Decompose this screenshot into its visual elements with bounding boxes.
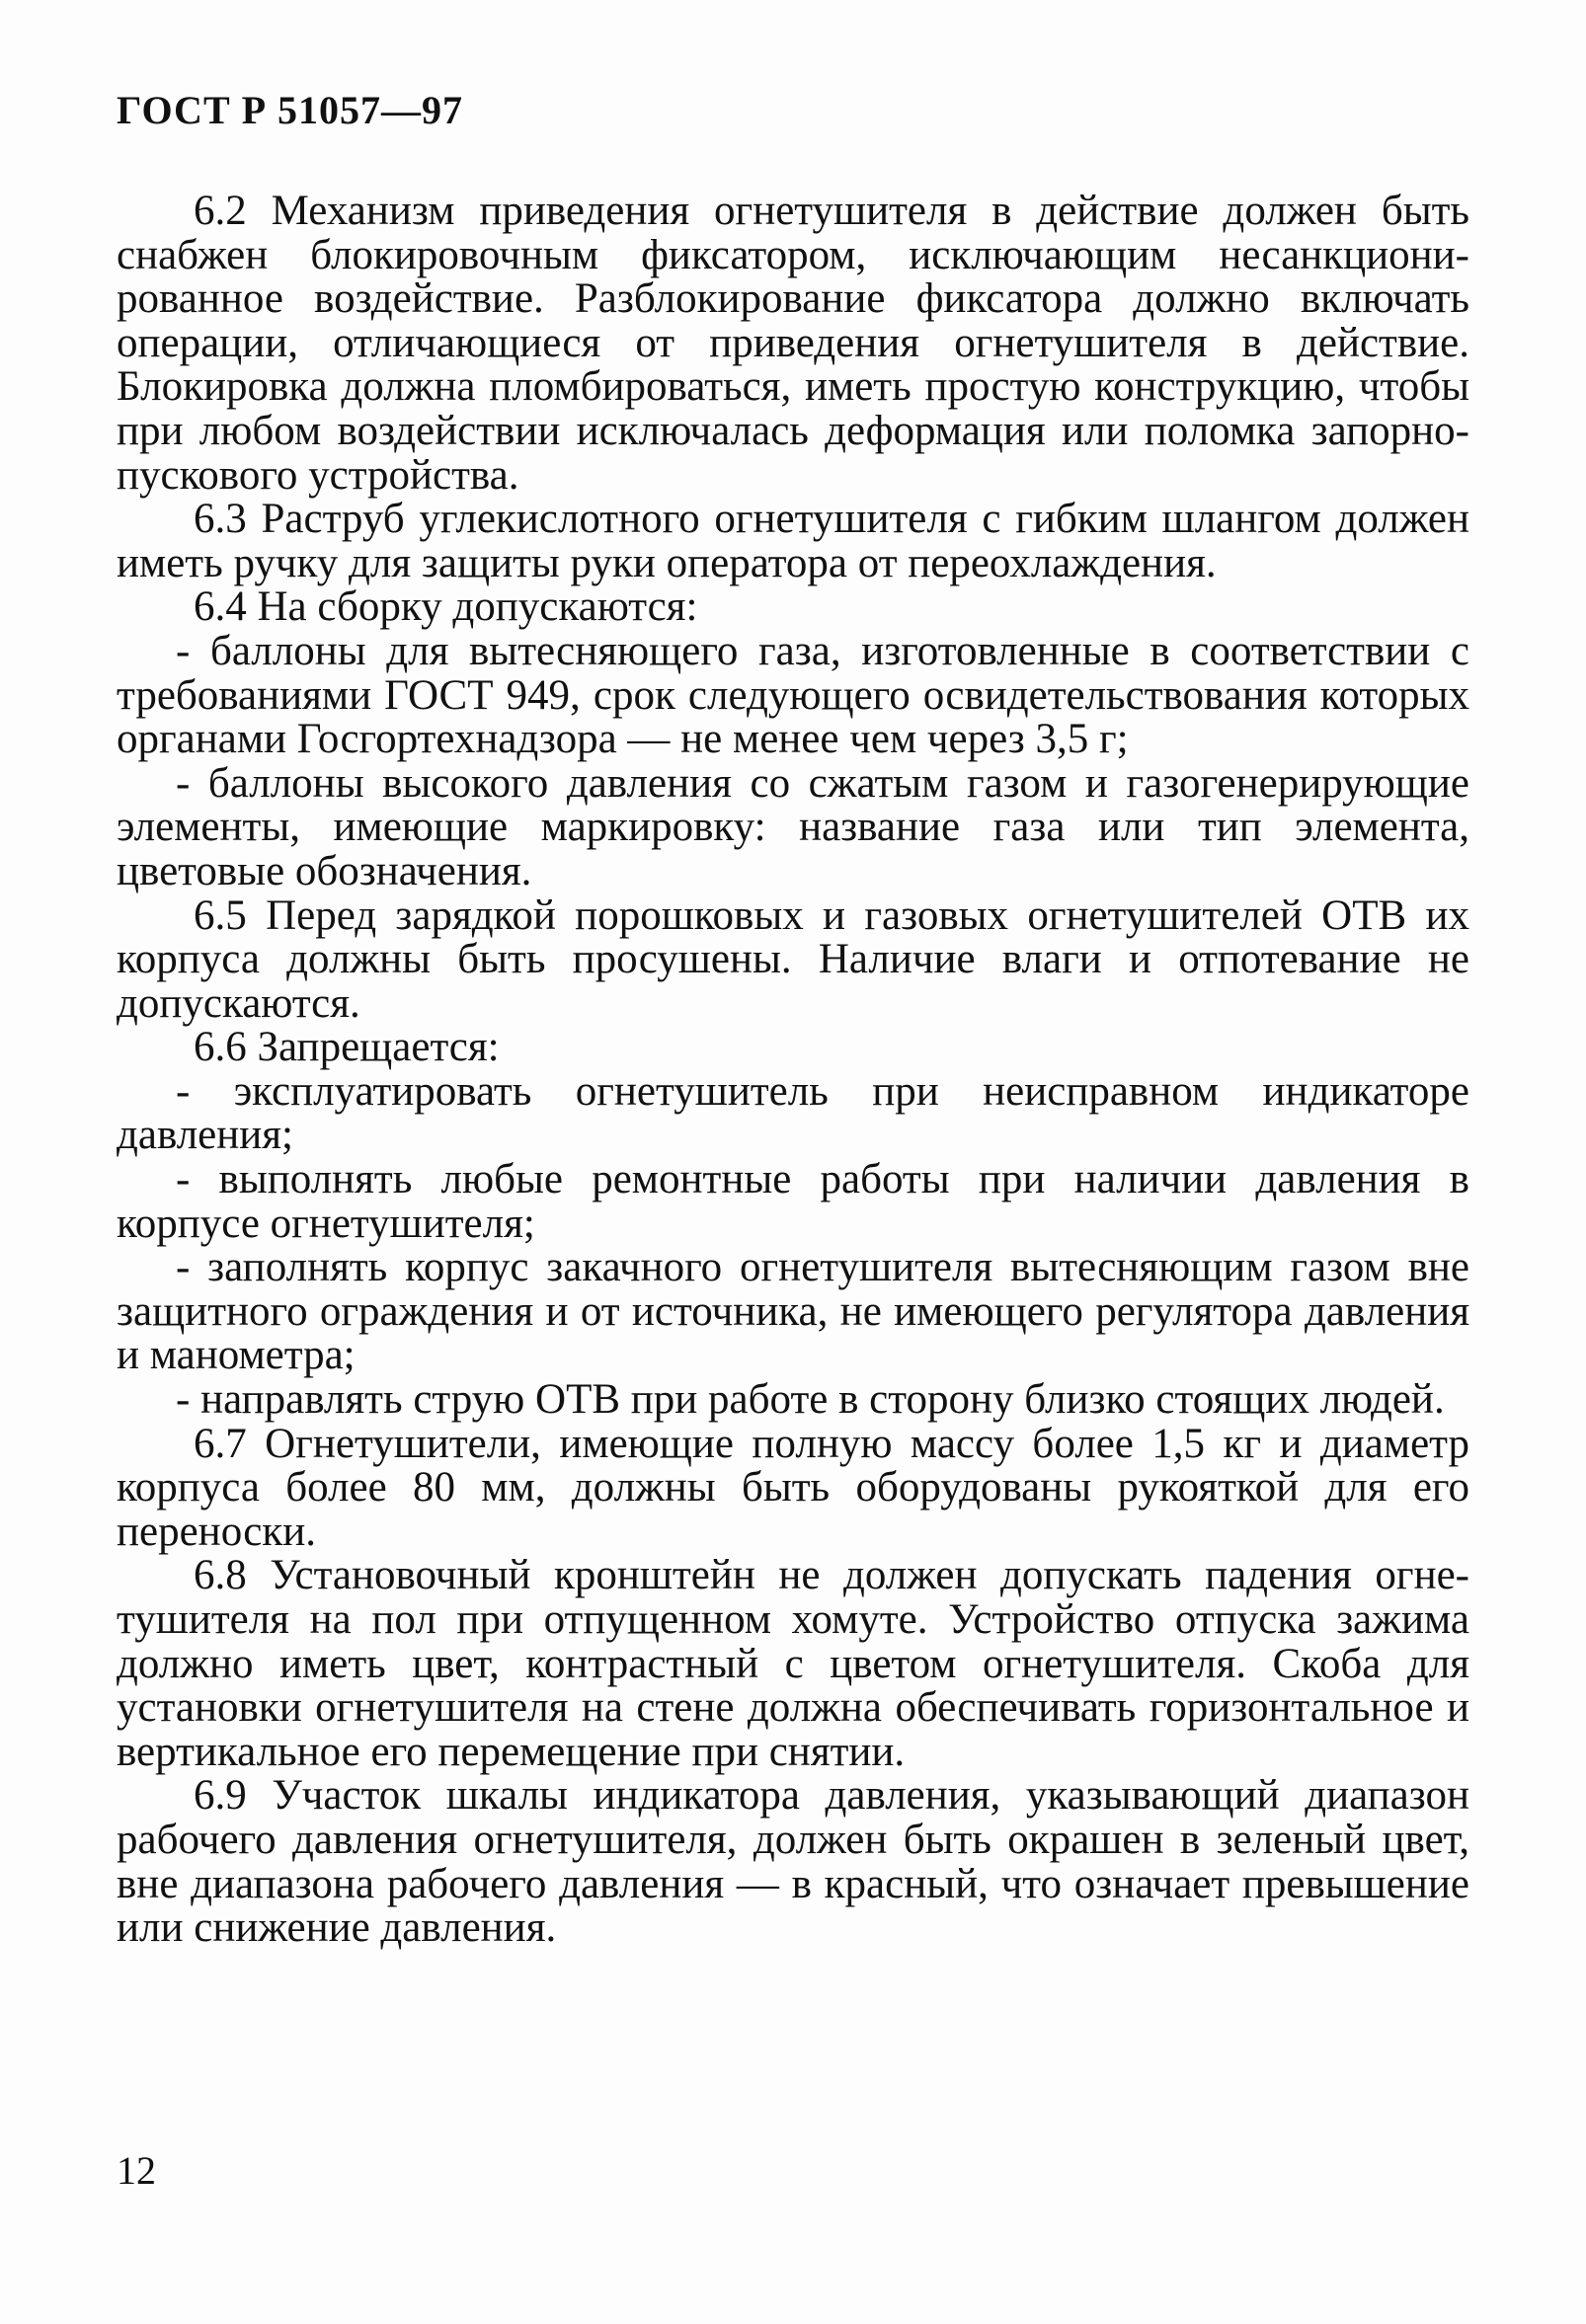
document-header: ГОСТ Р 51057—97 [117,88,464,132]
paragraph-6-4: 6.4 На сборку допускаются: [194,583,698,631]
document-body [117,190,1469,1951]
list-item: - эксплуатировать огнетушитель при неисправном индикаторе давления; [117,1067,1469,1159]
paragraph-6-8: 6.8 Установочный кронштейн не должен допускать падения огнетушителя на пол при отпущенном хомуте. Устройство отпуска зажима должно иметь цвет, контрастный с цветом огнетушителя. Скоба для установки огнетушителя на стене должна обеспечивать горизонтальное и вертикальное его перемещение при снятии. [117,1552,1469,1775]
list-item: - выполнять любые ремонтные работы при наличии давления в корпусе огнетушителя; [117,1156,1469,1247]
list-item: - заполнять корпус закачного огнетушителя вытесняющим газом вне защитного ограждения и от источника, не имеющего регулятора давления и манометра; [117,1244,1469,1379]
paragraph-6-5: 6.5 Перед зарядкой порошковых и газовых огнетушителей ОТВ их корпуса должны быть просушены. Наличие влаги и отпотевание не допускаются. [117,891,1469,1027]
paragraph-6-9: 6.9 Участок шкалы индикатора давления, указывающий диапазон рабочего давления огнетушителя, должен быть окрашен в зеленый цвет, вне диапазона рабочего давления — в красный, что означает превышение или снижение давления. [117,1772,1469,1952]
paragraph-6-6: 6.6 Запрещается: [194,1024,500,1071]
paragraph-6-3: 6.3 Раструб углекислотного огнетушителя с гибким шлангом должен иметь ручку для защиты руки оператора от переохлаждения. [117,496,1469,586]
list-item: - направлять струю ОТВ при работе в сторону близко стоящих людей. [176,1376,1445,1424]
paragraph-6-7: 6.7 Огнетушители, имеющие полную массу более 1,5 кг и диаметр корпуса более 80 мм, должны быть оборудованы рукояткой для его переноски. [117,1420,1469,1555]
list-item: - баллоны для вытесняющего газа, изготовленные в соответствии с требованиями ГОСТ 949, срок следующего освидетельствования которых органами Госгортехнадзора — не менее чем через 3,5 г; [117,627,1469,763]
page-number: 12 [117,2148,156,2193]
paragraph-6-2: 6.2 Механизм приведения огнетушителя в действие должен быть снабжен блокировочным фиксатором, исключающим несанкционированное воздействие. Разблокирование фиксатора должно включать операции, отличающиеся от приведения огнетушителя в действие. Блокировка должна пломбироваться, иметь простую конструкцию, чтобы при любом воздействии исключалась деформация или поломка запорно-пускового устройства. [117,188,1469,499]
list-item: - баллоны высокого давления со сжатым газом и газогенерирующие элементы, имеющие маркировку: название газа или тип элемента, цветовые обозначения. [117,759,1469,894]
